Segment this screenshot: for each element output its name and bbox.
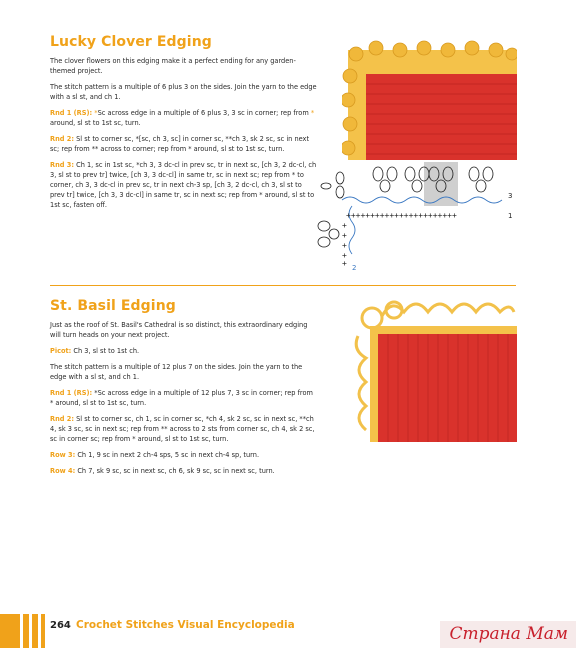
diagram-row1-label: 1 — [508, 212, 513, 220]
basil-row3-label: Row 3: — [50, 451, 76, 459]
basil-row4-label: Row 4: — [50, 467, 76, 475]
rnd1-label: Rnd 1 (RS): — [50, 109, 93, 117]
lucky-clover-multiple: The stitch pattern is a multiple of 6 plus 3 on the sides. Join the yarn to the edge with a sl st, and ch 1. — [50, 83, 317, 101]
lucky-clover-title: Lucky Clover Edging — [50, 34, 212, 50]
st-basil-multiple: The stitch pattern is a multiple of 12 plus 7 on the sides. Join the yarn to the edge with a sl st, and ch 1. — [50, 363, 303, 381]
st-basil-title: St. Basil Edging — [50, 298, 176, 314]
lucky-clover-swatch-photo — [342, 40, 517, 160]
watermark-logo: Страна Мам — [449, 624, 568, 644]
rnd3-label: Rnd 3: — [50, 161, 75, 169]
svg-text:+++++++++++++++++++++++: +++++++++++++++++++++++ — [346, 211, 457, 220]
lucky-clover-rnd1 — [50, 108, 318, 128]
lucky-clover-rnd2 — [50, 134, 318, 154]
rnd1-text-a: Sc across edge in a multiple of 6 plus 3, 3 sc in corner; rep from — [97, 109, 311, 117]
rnd1-text-b: around, sl st to 1st sc, turn. — [50, 119, 141, 127]
basil-row4-text: Ch 7, sk 9 sc, sc in next sc, ch 6, sk 9 sc, sc in next sc, turn. — [75, 467, 275, 475]
rnd2-text: Sl st to corner sc, *[sc, ch 3, sc] in corner sc, **ch 3, sk 2 sc, sc in next sc; rep from ** across to corner; rep from * around, sl st to 1st sc, turn. — [50, 135, 310, 153]
svg-text:+: + — [342, 259, 347, 268]
st-basil-rnd2 — [50, 414, 318, 444]
book-title: Crochet Stitches Visual Encyclopedia — [76, 619, 295, 631]
st-basil-rnd1 — [50, 388, 318, 408]
rnd1-star-2: * — [310, 109, 315, 117]
st-basil-swatch-photo — [352, 296, 517, 442]
st-basil-picot — [50, 346, 318, 356]
picot-label: Picot: — [50, 347, 72, 355]
footer-color-bars — [0, 614, 45, 648]
st-basil-section — [50, 298, 318, 482]
diagram-row3-label: 3 — [508, 192, 513, 200]
lucky-clover-rnd3 — [50, 160, 318, 210]
svg-text:+: + — [342, 231, 347, 240]
rnd3-text: Ch 1, sc in 1st sc, *ch 3, 3 dc-cl in prev sc, tr in next sc, [ch 3, 2 dc-cl, ch 3, sl st to prev tr] twice, [ch 3, 3 dc-cl] in same tr, sc in next sc; rep from * to corner, ch 3, 3 dc-cl in prev sc, tr in next ch-3 sp, [ch 3, 2 dc-cl, ch 3, sl st to prev tr] twice, [ch 3, 3 dc-cl] in same tr, sc in next sc; rep from * around, sl st to 1st sc, fasten off. — [50, 161, 317, 209]
basil-row3-text: Ch 1, 9 sc in next 2 ch-4 sps, 5 sc in next ch-4 sp, turn. — [75, 451, 260, 459]
svg-text:+: + — [342, 221, 347, 230]
basil-rnd2-text: Sl st to corner sc, ch 1, sc in corner sc, *ch 4, sk 2 sc, sc in next sc, **ch 4, sk 3 sc, sc in next sc; rep from ** across to 2 sts from corner sc, ch 4, sk 2 sc, sc in corner sc; rep from * around, sl st to 1st sc, turn. — [50, 415, 315, 443]
page-number: 264 — [50, 620, 71, 631]
lucky-clover-section — [50, 34, 318, 216]
svg-text:+: + — [342, 251, 347, 260]
svg-text:+: + — [342, 241, 347, 250]
basil-rnd1-text: *Sc across edge in a multiple of 12 plus 7, 3 sc in corner; rep from * around, sl st to 1st sc, turn. — [50, 389, 313, 407]
lucky-clover-stitch-diagram — [312, 160, 517, 272]
rnd2-label: Rnd 2: — [50, 135, 75, 143]
diagram-row2-label: 2 — [352, 264, 357, 272]
picot-text: Ch 3, sl st to 1st ch. — [71, 347, 140, 355]
st-basil-row4 — [50, 466, 318, 476]
st-basil-row3 — [50, 450, 318, 460]
lucky-clover-intro: The clover flowers on this edging make it a perfect ending for any garden-themed project. — [50, 57, 296, 75]
st-basil-intro: Just as the roof of St. Basil's Cathedral is so distinct, this extraordinary edging will turn heads on your next project. — [50, 321, 308, 339]
rnd1-star: * — [94, 109, 98, 117]
section-divider — [50, 285, 516, 286]
basil-rnd2-label: Rnd 2: — [50, 415, 75, 423]
basil-rnd1-label: Rnd 1 (RS): — [50, 389, 93, 397]
